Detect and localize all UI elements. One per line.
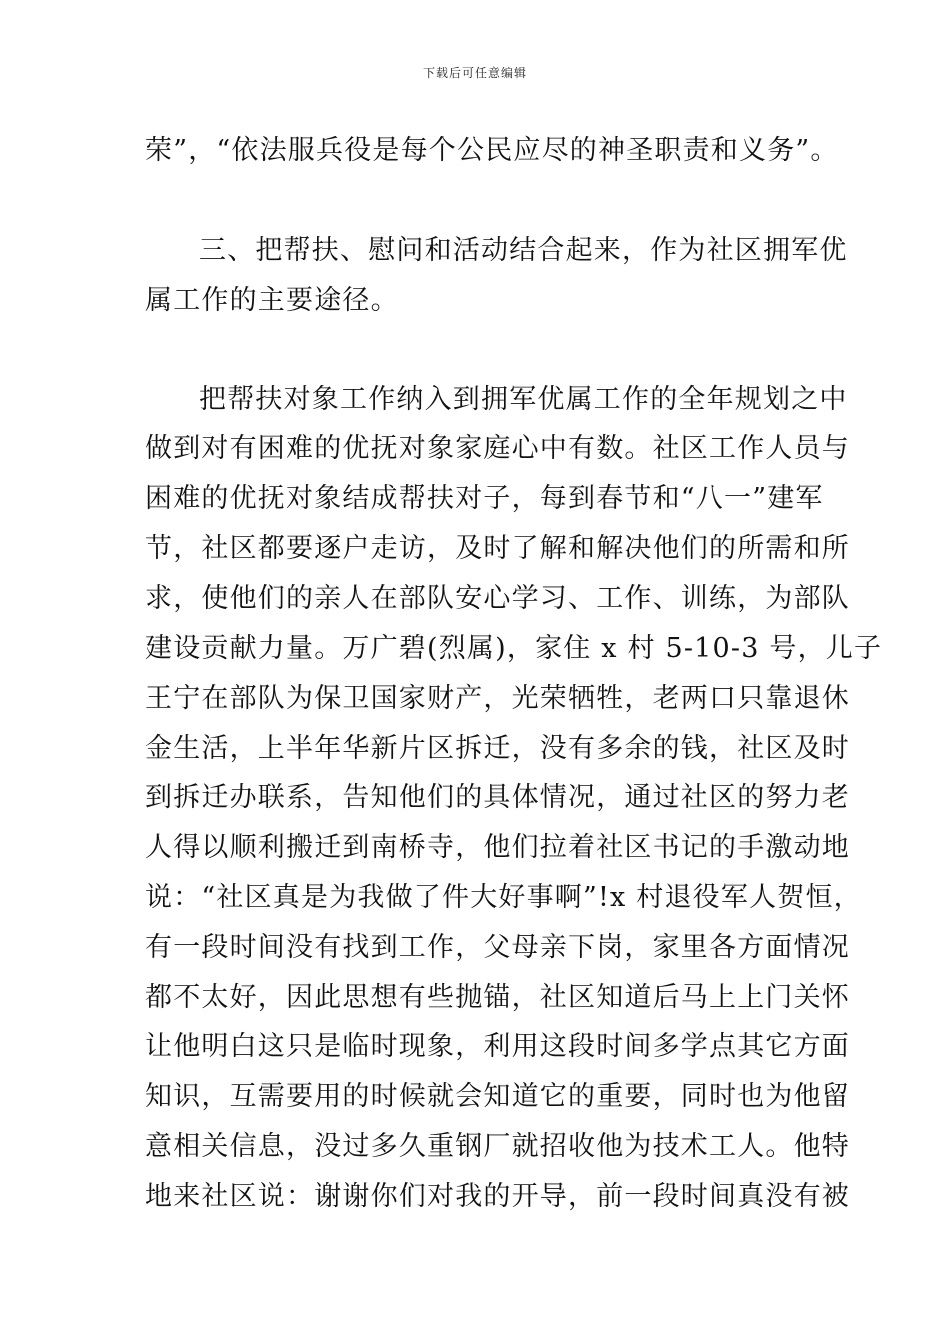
text-line: 做到对有困难的优抚对象家庭心中有数。社区工作人员与 — [145, 433, 850, 464]
page-header: 下载后可任意编辑 — [422, 66, 527, 80]
text-line: 让他明白这只是临时现象，利用这段时间多学点其它方面 — [145, 1031, 850, 1062]
text-line: 困难的优抚对象结成帮扶对子，每到春节和“八一”建军 — [145, 483, 824, 514]
text-line: 节，社区都要逐户走访，及时了解和解决他们的所需和所 — [145, 533, 850, 564]
text-line: 求，使他们的亲人在部队安心学习、工作、训练，为部队 — [145, 583, 850, 614]
text-line: 荣”，“依法服兵役是每个公民应尽的神圣职责和义务”。 — [145, 135, 839, 166]
text-line: 地来社区说：谢谢你们对我的开导，前一段时间真没有被 — [145, 1181, 850, 1212]
text-line: 王宁在部队为保卫国家财产，光荣牺牲，老两口只靠退休 — [145, 683, 850, 714]
text-line: 人得以顺利搬迁到南桥寺，他们拉着社区书记的手激动地 — [145, 832, 850, 863]
text-line: 到拆迁办联系，告知他们的具体情况，通过社区的努力老 — [145, 782, 850, 813]
paragraph-first-line: 把帮扶对象工作纳入到拥军优属工作的全年规划之中 — [199, 384, 848, 415]
text-line: 都不太好，因此思想有些抛锚，社区知道后马上上门关怀 — [145, 982, 850, 1013]
section-heading-line: 三、把帮扶、慰问和活动结合起来，作为社区拥军优 — [199, 235, 848, 266]
text-line: 说：“社区真是为我做了件大好事啊”!x 村退役军人贺恒， — [145, 882, 862, 913]
text-line: 意相关信息，没过多久重钢厂就招收他为技术工人。他特 — [145, 1131, 850, 1162]
text-line: 知识，互需要用的时候就会知道它的重要，同时也为他留 — [145, 1081, 850, 1112]
section-heading-line: 属工作的主要途径。 — [145, 285, 399, 316]
text-line: 建设贡献力量。万广碧(烈属)，家住 x 村 5-10-3 号，儿子 — [145, 633, 883, 664]
text-line: 有一段时间没有找到工作，父母亲下岗，家里各方面情况 — [145, 932, 850, 963]
text-line: 金生活，上半年华新片区拆迁，没有多余的钱，社区及时 — [145, 733, 850, 764]
